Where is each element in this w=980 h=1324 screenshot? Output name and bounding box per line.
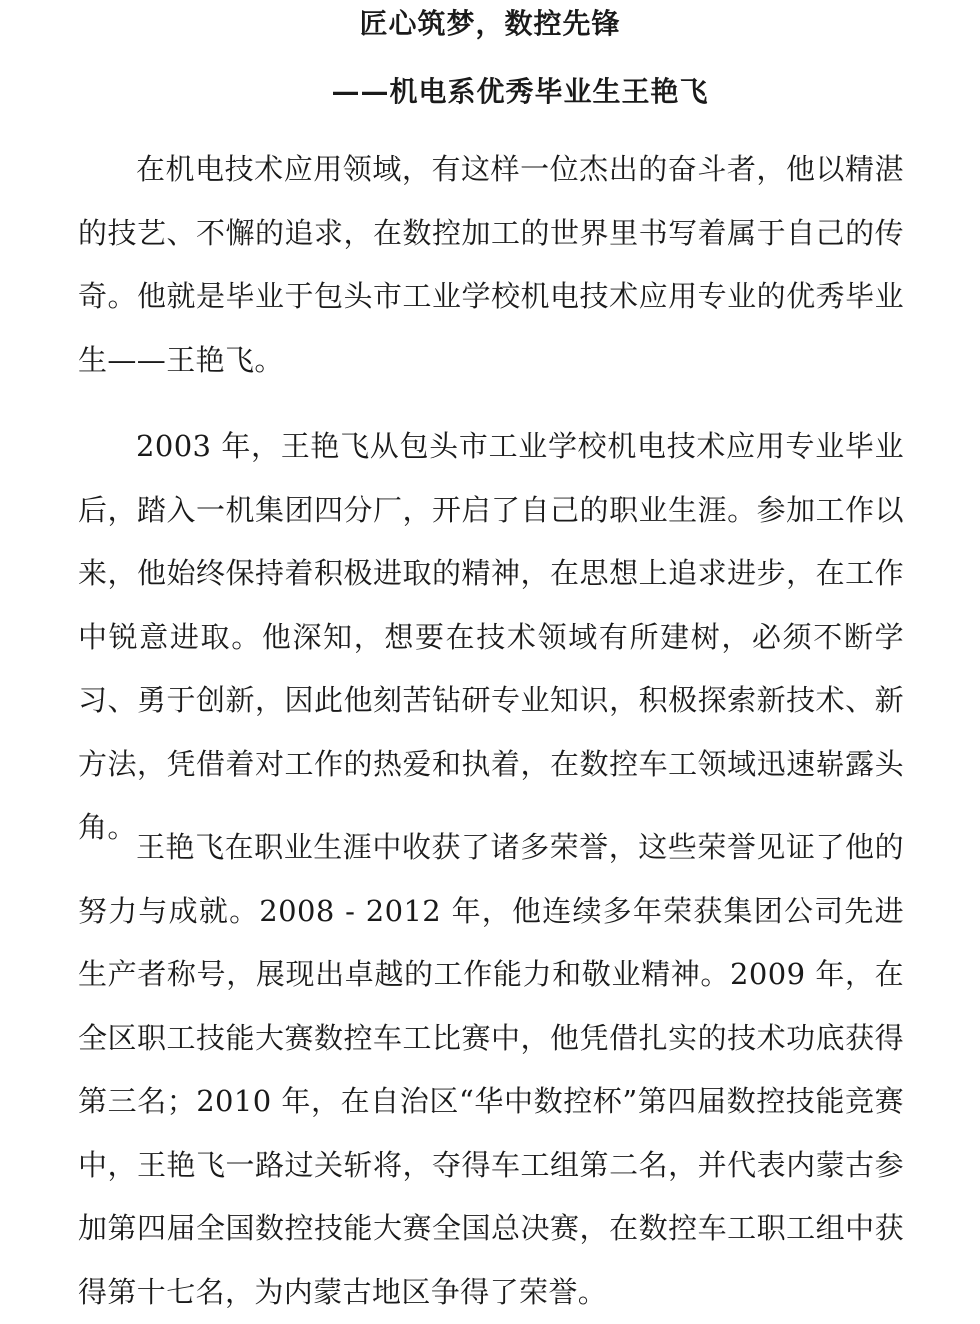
paragraph-honors: 王艳飞在职业生涯中收获了诸多荣誉，这些荣誉见证了他的努力与成就。2008 - 2012 年，他连续多年荣获集团公司先进生产者称号，展现出卓越的工作能力和敬业精神。2009 年，在全区职工技能大赛数控车工比赛中，他凭借扎实的技术功底获得第三名；2010 年，在自治区“华中数控杯”第四届数控技能竞赛中，王艳飞一路过关斩将，夺得车工组第二名，并代表内蒙古参加第四届全国数控技能大赛全国总决赛，在数控车工职工组中获得第十七名，为内蒙古地区争得了荣誉。	[78, 830, 904, 1309]
paragraph-career: 2003 年，王艳飞从包头市工业学校机电技术应用专业毕业后，踏入一机集团四分厂，开启了自己的职业生涯。参加工作以来，他始终保持着积极进取的精神，在思想上追求进步，在工作中锐意进取。他深知，想要在技术领域有所建树，必须不断学习、勇于创新，因此他刻苦钻研专业知识，积极探索新技术、新方法，凭借着对工作的热爱和执着，在数控车工领域迅速崭露头角。	[78, 429, 904, 844]
article-subtitle: ——机电系优秀毕业生王艳飞	[331, 75, 709, 108]
paragraph-intro: 在机电技术应用领域，有这样一位杰出的奋斗者，他以精湛的技艺、不懈的追求，在数控加工的世界里书写着属于自己的传奇。他就是毕业于包头市工业学校机电技术应用专业的优秀毕业生——王艳飞。	[78, 152, 904, 377]
article-title: 匠心筑梦，数控先锋	[359, 7, 621, 40]
